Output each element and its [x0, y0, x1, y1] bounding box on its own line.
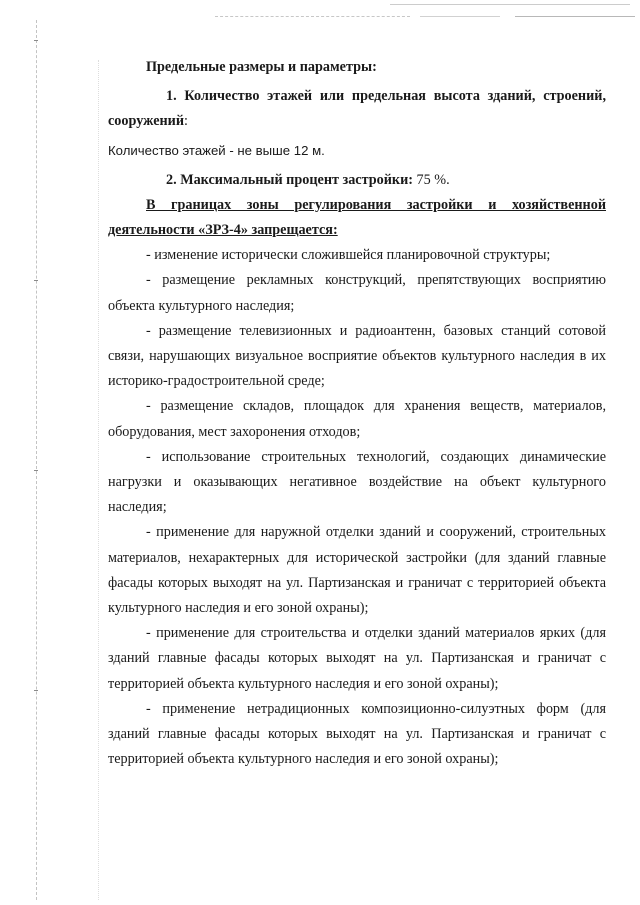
scan-artifact-tick [34, 690, 38, 691]
scan-artifact-tick [34, 470, 38, 471]
section-title: Предельные размеры и параметры: [146, 59, 377, 75]
scan-artifact-tick [34, 40, 38, 41]
item-1-value: Количество этажей - не выше 12 м. [108, 143, 325, 159]
scan-artifact-edge [36, 20, 37, 900]
scan-artifact-edge [98, 60, 99, 900]
list-item: - размещение складов, площадок для хранения веществ, материалов, оборудования, мест захоронения отходов; [108, 398, 606, 440]
scan-artifact-line [390, 4, 630, 5]
list-item: - изменение исторически сложившейся планировочной структуры; [146, 247, 551, 264]
prohibitions-list [108, 243, 606, 772]
scan-artifact-line [420, 16, 500, 17]
list-item: - использование строительных технологий, создающих динамические нагрузки и оказывающих негативное воздействие на объект культурного наследия; [108, 448, 606, 516]
item-2-label: 2. Максимальный процент застройки: [166, 171, 413, 188]
list-item: - применение нетрадиционных композиционно-силуэтных форм (для зданий главные фасады которых выходят на ул. Партизанская и граничат с территорией объекта культурного наследия и его зоной охраны); [108, 700, 606, 768]
list-item: - применение для наружной отделки зданий и сооружений, строительных материалов, нехарактерных для исторической застройки (для зданий главные фасады которых выходят на ул. Партизанская и граничат с территорией объекта культурного наследия и его зоной охраны); [108, 524, 606, 617]
list-item: - применение для строительства и отделки зданий материалов ярких (для зданий главные фасады которых выходят на ул. Партизанская и граничат с территорией объекта культурного наследия и его зоной охраны); [108, 625, 606, 692]
item-2 [108, 168, 606, 193]
item-2-value: 75 %. [412, 171, 450, 188]
document-body [108, 52, 606, 772]
zone-heading: В границах зоны регулирования застройки и хозяйственной деятельности «ЗРЗ-4» запрещается: [108, 196, 606, 239]
list-item: - размещение телевизионных и радиоантенн, базовых станций сотовой связи, нарушающих визуальное восприятие объектов культурного наследия в их историко-градостроительной среде; [108, 322, 606, 390]
item-1-heading-text: 1. Количество этажей или предельная высота зданий, строений, сооружений [108, 88, 606, 130]
scan-artifact-line [215, 16, 410, 17]
list-item: - размещение рекламных конструкций, препятствующих восприятию объекта культурного наследия; [108, 272, 606, 314]
item-1-colon: : [184, 113, 188, 130]
item-1-heading [108, 84, 606, 134]
scan-artifact-tick [34, 280, 38, 281]
scan-artifact-line [515, 16, 635, 17]
